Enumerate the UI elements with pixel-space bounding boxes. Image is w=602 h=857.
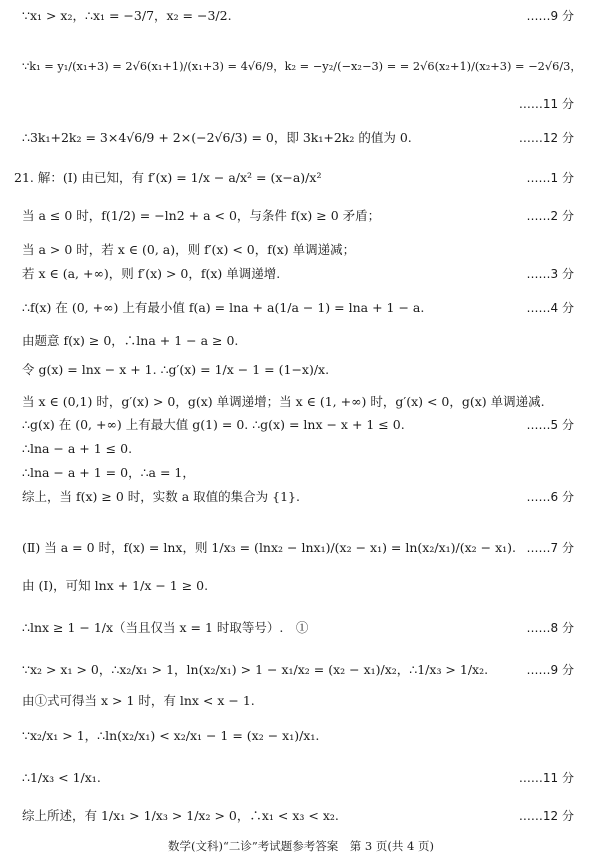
solution-text: (Ⅱ) 当 a = 0 时，f(x) = lnx，则 1/x₃ = (lnx₂ − lnx₁)/(x₂ − x₁) = ln(x₂/x₁)/(x₂ − x₁). — [22, 540, 516, 555]
score-marker: ……2 分 — [526, 209, 574, 223]
solution-text: ∵k₁ = y₁/(x₁+3) = 2√6(x₁+1)/(x₁+3) = 4√6/9，k₂ = −y₂/(−x₂−3) = = 2√6(x₂+1)/(x₂+3) = −2√6/3， — [22, 59, 582, 73]
solution-text: 当 a ≤ 0 时，f(1/2) = −ln2 + a < 0，与条件 f(x) ≥ 0 矛盾； — [22, 208, 381, 223]
solution-line — [22, 266, 582, 282]
solution-text: 令 g(x) = lnx − x + 1. ∴g′(x) = 1/x − 1 = (1−x)/x. — [22, 362, 330, 377]
solution-text: ∴1/x₃ < 1/x₁. — [22, 770, 101, 785]
score-marker: ……1 分 — [526, 171, 574, 185]
solution-line — [22, 770, 582, 786]
score-marker: ……12 分 — [518, 131, 574, 145]
solution-text: 当 a > 0 时，若 x ∈ (0, a)，则 f′(x) < 0，f(x) 单调递减； — [22, 242, 356, 257]
solution-line — [22, 808, 582, 824]
solution-text: 21. 解：(Ⅰ) 由已知，有 f′(x) = 1/x − a/x² = (x−a)/x² — [14, 170, 322, 185]
solution-line — [22, 662, 582, 678]
solution-line — [22, 58, 582, 74]
solution-text: ∵x₁ > x₂，∴x₁ = −3/7，x₂ = −3/2. — [22, 8, 232, 23]
score-marker: ……9 分 — [526, 663, 574, 677]
solution-line — [22, 728, 582, 744]
solution-line — [22, 620, 582, 636]
solution-line — [22, 333, 582, 349]
solution-line — [22, 465, 582, 481]
solution-line — [22, 394, 582, 410]
solution-line — [22, 242, 582, 258]
solution-text: 由题意 f(x) ≥ 0，∴lna + 1 − a ≥ 0. — [22, 333, 239, 348]
score-marker: ……12 分 — [518, 809, 574, 823]
solution-line — [22, 693, 582, 709]
solution-text: ∴lna − a + 1 = 0，∴a = 1， — [22, 465, 195, 480]
solution-text: 当 x ∈ (0,1) 时，g′(x) > 0，g(x) 单调递增；当 x ∈ (1, +∞) 时，g′(x) < 0，g(x) 单调递减. — [22, 394, 545, 409]
solution-text: ∴3k₁+2k₂ = 3×4√6/9 + 2×(−2√6/3) = 0，即 3k₁+2k₂ 的值为 0. — [22, 130, 412, 145]
solution-text: 若 x ∈ (a, +∞)，则 f′(x) > 0，f(x) 单调递增. — [22, 266, 281, 281]
solution-line — [22, 489, 582, 505]
solution-line — [22, 8, 582, 24]
solution-text: ∴lnx ≥ 1 − 1/x（当且仅当 x = 1 时取等号）. ① — [22, 620, 309, 635]
solution-line — [22, 130, 582, 146]
solution-line — [22, 540, 582, 556]
solution-text: ∴g(x) 在 (0, +∞) 上有最大值 g(1) = 0. ∴g(x) = lnx − x + 1 ≤ 0. — [22, 417, 405, 432]
solution-line — [22, 208, 582, 224]
page-footer: 数学(文科)“二诊”考试题参考答案 第 3 页(共 4 页) — [168, 839, 434, 853]
solution-text: ∵x₂/x₁ > 1，∴ln(x₂/x₁) < x₂/x₁ − 1 = (x₂ − x₁)/x₁. — [22, 728, 320, 743]
score-marker: ……6 分 — [526, 490, 574, 504]
score-marker: ……9 分 — [526, 9, 574, 23]
solution-text: 由①式可得当 x > 1 时，有 lnx < x − 1. — [22, 693, 255, 708]
solution-text: ∴lna − a + 1 ≤ 0. — [22, 441, 133, 456]
score-marker: ……11 分 — [518, 97, 574, 111]
solution-line — [22, 96, 582, 112]
solution-line — [22, 300, 582, 316]
score-marker: ……5 分 — [526, 418, 574, 432]
solution-line — [22, 578, 582, 594]
solution-line — [22, 362, 582, 378]
solution-line — [22, 417, 582, 433]
score-marker: ……4 分 — [526, 301, 574, 315]
score-marker: ……3 分 — [526, 267, 574, 281]
solution-line — [22, 441, 582, 457]
solution-text: 综上所述，有 1/x₁ > 1/x₃ > 1/x₂ > 0，∴x₁ < x₃ < x₂. — [22, 808, 339, 823]
solution-text: ∵x₂ > x₁ > 0，∴x₂/x₁ > 1，ln(x₂/x₁) > 1 − x₁/x₂ = (x₂ − x₁)/x₂，∴1/x₃ > 1/x₂. — [22, 662, 489, 677]
score-marker: ……7 分 — [526, 541, 574, 555]
solution-text: 综上，当 f(x) ≥ 0 时，实数 a 取值的集合为 {1}. — [22, 489, 300, 504]
score-marker: ……11 分 — [518, 771, 574, 785]
score-marker: ……8 分 — [526, 621, 574, 635]
solution-text: 由 (Ⅰ)，可知 lnx + 1/x − 1 ≥ 0. — [22, 578, 209, 593]
solution-text: ∴f(x) 在 (0, +∞) 上有最小值 f(a) = lna + a(1/a − 1) = lna + 1 − a. — [22, 300, 425, 315]
solution-line — [14, 170, 582, 186]
